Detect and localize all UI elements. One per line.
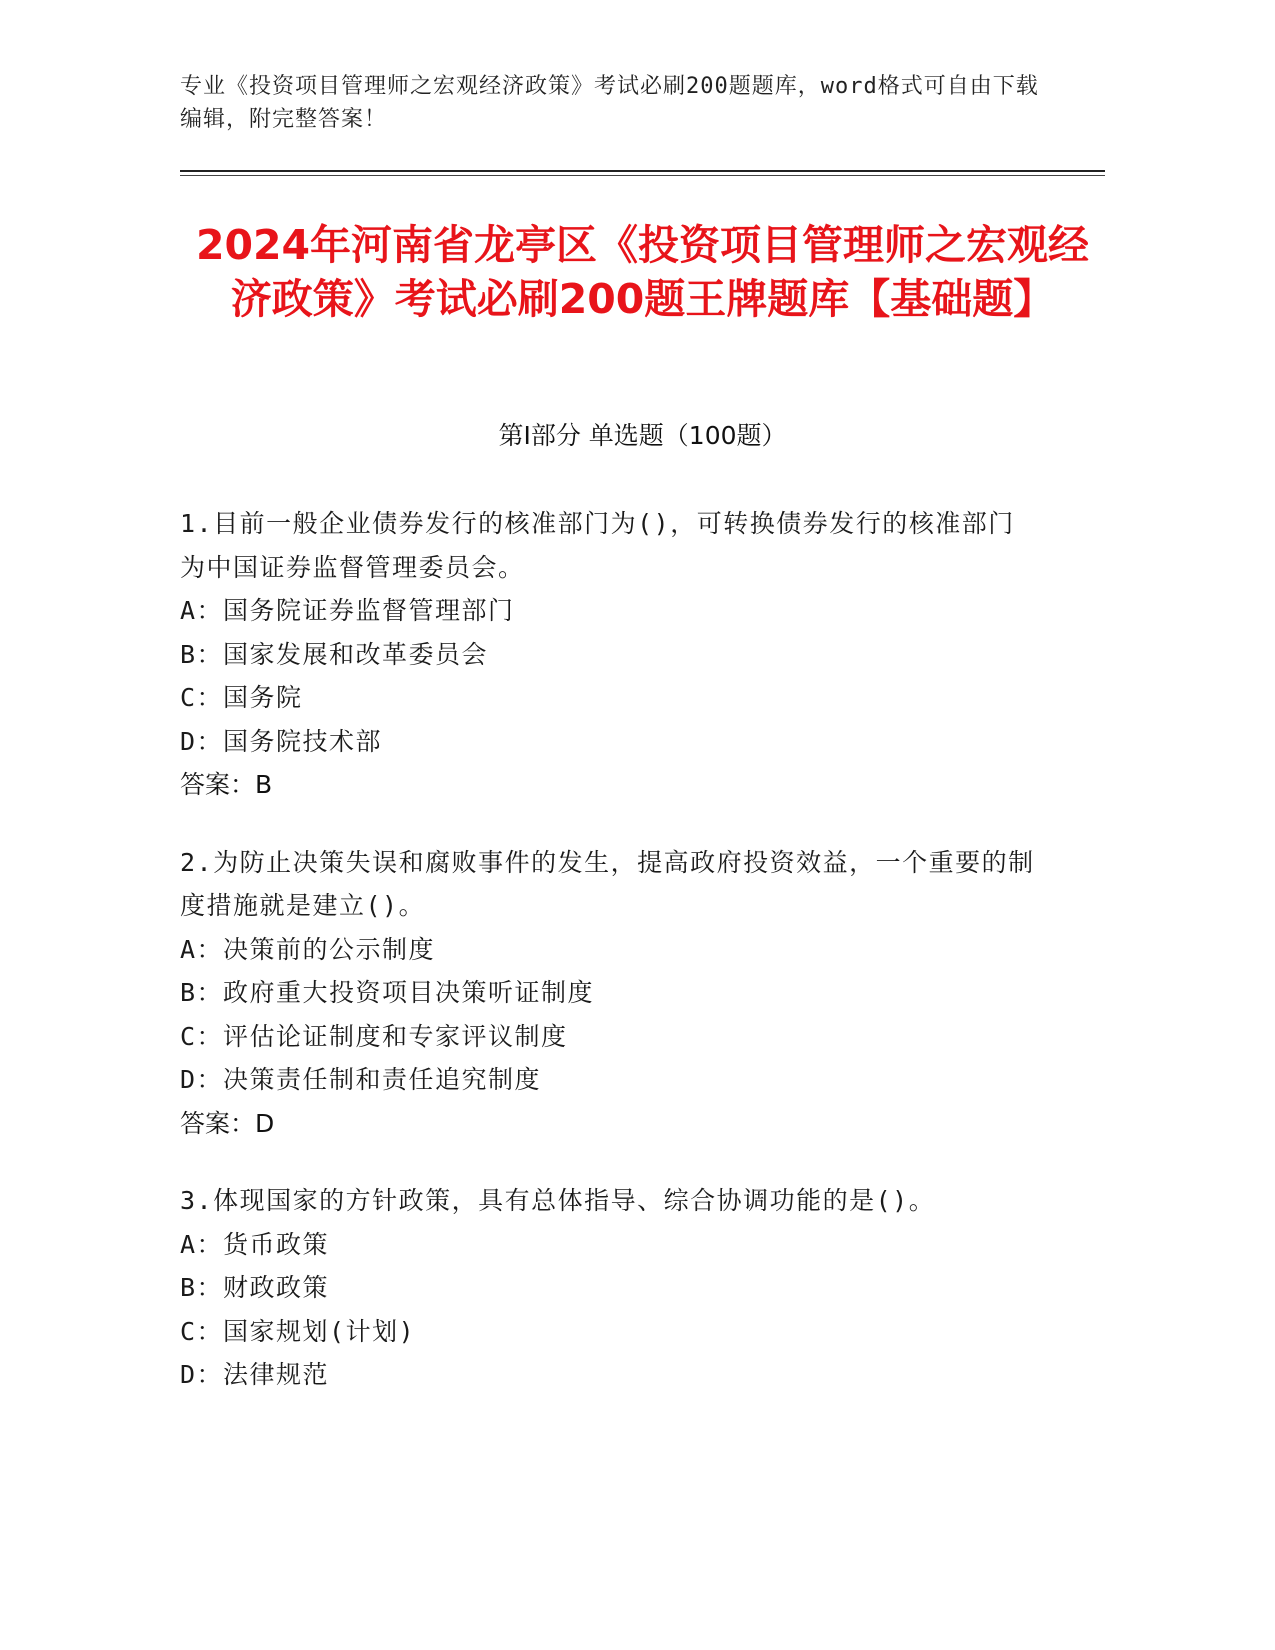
option-b: B：政府重大投资项目决策听证制度 <box>180 978 595 1007</box>
header-divider-thick <box>180 170 1105 172</box>
header-description: 专业《投资项目管理师之宏观经济政策》考试必刷200题题库，word格式可自由下载编辑，附完整答案！ <box>180 74 1039 132</box>
answer: 答案：D <box>180 1108 275 1138</box>
option-d: D：法律规范 <box>180 1360 330 1389</box>
option-a: A：货币政策 <box>180 1229 330 1259</box>
answer: 答案：B <box>180 770 273 799</box>
option-a: A：决策前的公示制度 <box>180 934 436 964</box>
section-title: 第I部分 单选题（100题） <box>498 421 787 450</box>
question-stem: 2.为防止决策失误和腐败事件的发生，提高政府投资效益，一个重要的制度措施就是建立()。 <box>180 847 1035 920</box>
question-list <box>180 502 1040 1431</box>
option-c: C：评估论证制度和专家评议制度 <box>180 1021 568 1051</box>
question-3 <box>180 1179 1040 1397</box>
option-c: C：国务院 <box>180 683 303 712</box>
question-1 <box>180 502 1040 807</box>
question-stem: 3.体现国家的方针政策，具有总体指导、综合协调功能的是()。 <box>180 1186 936 1215</box>
option-b: B：国家发展和改革委员会 <box>180 639 489 669</box>
option-d: D：国务院技术部 <box>180 726 383 756</box>
question-2 <box>180 841 1040 1146</box>
option-d: D：决策责任制和责任追究制度 <box>180 1065 542 1094</box>
option-b: B：财政政策 <box>180 1273 330 1302</box>
option-c: C：国家规划(计划) <box>180 1316 416 1346</box>
header-divider-thin <box>180 175 1105 176</box>
question-stem: 1.目前一般企业债券发行的核准部门为()，可转换债券发行的核准部门为中国证券监督管理委员会。 <box>180 509 1015 582</box>
document-title: 2024年河南省龙亭区《投资项目管理师之宏观经济政策》考试必刷200题王牌题库【基础题】 <box>195 221 1090 323</box>
option-a: A：国务院证券监督管理部门 <box>180 596 515 625</box>
